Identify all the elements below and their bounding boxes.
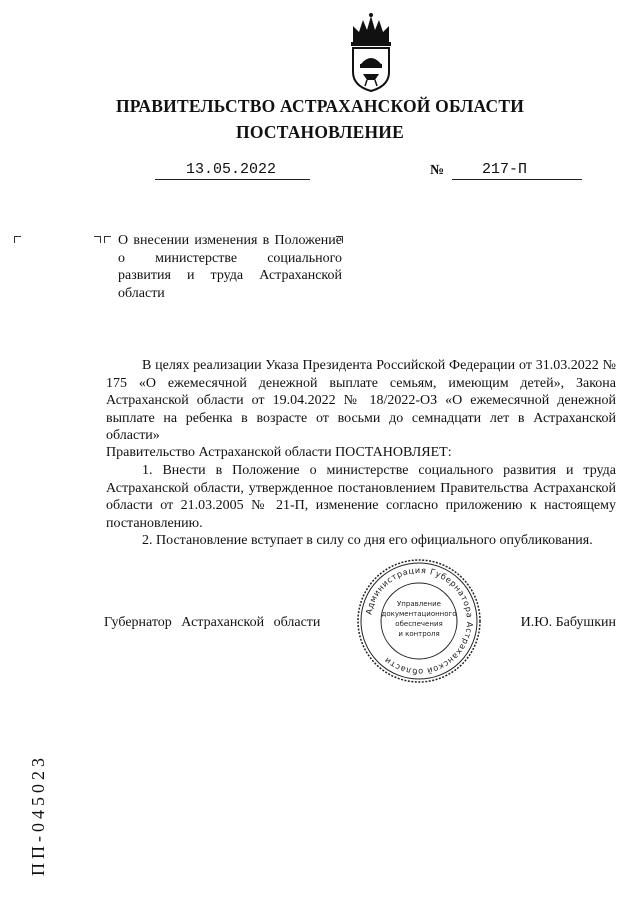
corner-mark-left — [14, 236, 21, 243]
item-2-paragraph: 2. Постановление вступает в силу со дня его официального опубликования. — [142, 533, 593, 548]
stamp-center-line-1: Управление — [397, 600, 441, 608]
coat-of-arms-emblem — [345, 12, 397, 92]
item-1-paragraph: 1. Внести в Положение о министерстве социального развития и труда Астраханской области, утвержденное постановлением Правительства Астраханской области от 21.03.2005 № 21-П, изменение согласно приложению к настоящему постановлению. — [106, 463, 616, 531]
preamble-paragraph: В целях реализации Указа Президента Российской Федерации от 31.03.2022 № 175 «О ежемесячной денежной выплате семьям, имеющим детей», Закона Астраханской области от 19.04.2022 № 18/2022-ОЗ «О ежемесячной денежной выплате на ребенка в возрасте от восьми до семнадцати лет в Астраханской области» — [106, 358, 616, 443]
stamp-center-line-2: документационного — [381, 610, 457, 618]
document-number: 217-П — [482, 161, 528, 178]
number-underline — [452, 178, 582, 180]
document-date: 13.05.2022 — [186, 161, 277, 178]
signer-position: Губернатор Астраханской области — [104, 615, 321, 630]
corner-mark-subject-left-b — [104, 236, 111, 243]
form-serial-number: ПП-045023 — [28, 754, 48, 876]
document-subject: О внесении изменения в Положение о министерстве социального развития и труда Астраханской области — [118, 233, 342, 301]
number-label: № — [430, 163, 445, 178]
official-stamp — [356, 558, 482, 684]
resolution-line: Правительство Астраханской области ПОСТАНОВЛЯЕТ: — [106, 445, 452, 460]
signer-name: И.Ю. Бабушкин — [520, 615, 616, 630]
stamp-center-line-3: обеспечения — [395, 620, 443, 628]
corner-mark-subject-left-a — [94, 236, 101, 243]
document-type-title: ПОСТАНОВЛЕНИЕ — [236, 122, 404, 142]
stamp-center-line-4: и контроля — [398, 630, 440, 638]
date-underline — [155, 178, 310, 180]
organization-title: ПРАВИТЕЛЬСТВО АСТРАХАНСКОЙ ОБЛАСТИ — [115, 96, 525, 116]
stamp-ring-text: Администрация Губернатора Астраханской области — [363, 564, 476, 678]
